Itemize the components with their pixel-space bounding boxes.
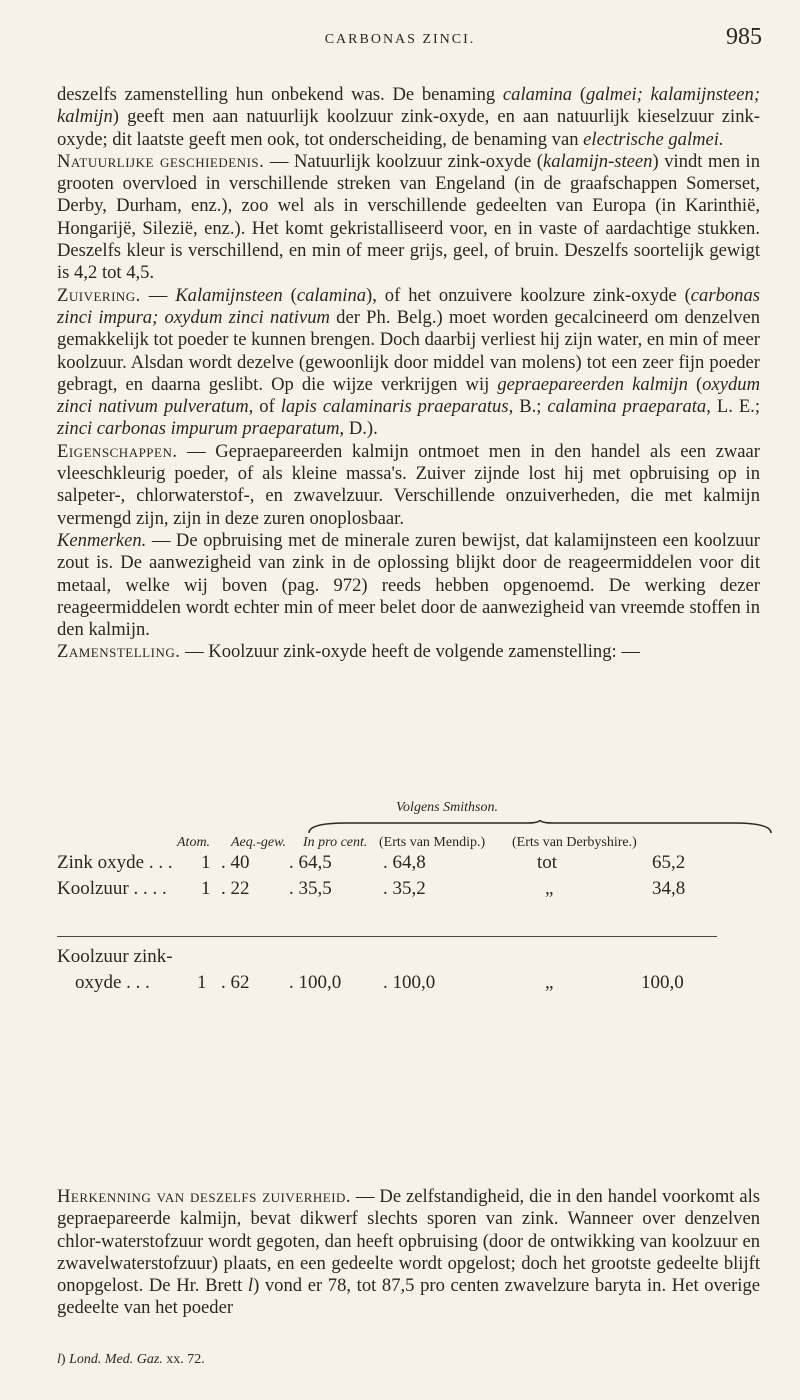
row-label: Koolzuur . . . . [57,878,167,899]
cell-mendip: . 64,8 [383,852,426,873]
cell-mendip: . 35,2 [383,878,426,899]
text-run-italic: Kalamijnsteen [175,284,283,306]
footnote-source: Lond. Med. Gaz. [69,1352,163,1367]
section-label: Kenmerken. [57,529,147,551]
cell-atom: 1 [201,878,211,899]
brace-icon [307,820,773,834]
row-label: Koolzuur zink- [57,946,173,967]
cell-percent: . 35,5 [289,878,332,899]
text-run: — Natuurlijk koolzuur zink-oxyde ( [264,150,543,172]
text-run: — De opbruising met de minerale zuren bewijst, dat kalamijnsteen een koolzuur zout is. De aanwezigheid van zink in de oplossing blijkt door de reageermiddelen voor dit metaal, welke wij boven (pag. 972) reeds hebben opgenoemd. De werking dezer reageermiddelen wordt echter min of meer belet door de aanwezigheid van vreemde stoffen in den kalmijn. [57,529,760,641]
text-run: deszelfs zamenstelling hun onbekend was. De benaming [57,84,503,105]
table-row [57,852,777,876]
cell-atom: 1 [197,972,207,993]
section-label: Zuivering. [57,284,141,306]
text-run: ( [282,284,297,306]
text-run: — De zelfstandigheid, die in den handel voorkomt als gepraepareerde kalmijn, bevat dikwerf slechts sporen van zink. Wanneer over denzelven chlor-waterstofzuur wordt gegoten, dan heeft opbruising (door de ontwikking van koolzuur en zwavelwaterstofzuur) plaats, en een gedeelte wordt opgelost; doch het grootste gedeelte blijft onopgelost. De Hr. Brett [57,1186,760,1297]
text-run-italic: lapis calaminaris praeparatus [280,396,509,418]
text-run-italic: galmei; kalamijnsteen; kalmijn [57,84,761,128]
footnote-marker: l [247,1275,254,1297]
cell-tot: „ [545,972,554,993]
text-run-italic: calamina [502,84,573,105]
paragraph-purity-test [57,1186,760,1320]
text-run: ) vindt men in grooten overvloed in verschillende streken van Engeland (in de graafschappen Somerset, Derby, Durham, enz.), zoo wel als in verschillende gedeelten van Europa (in Karinthië, Hongarijë, Silezië, enz.). Het komt gekristalliseerd voor, en in vaste of aardachtige stukken. Deszelfs kleur is verschillend, en min of meer grijs, geel, of bruin. Deszelfs soortelijk gewigt is 4,2 tot 4,5. [57,150,761,284]
cell-percent: . 100,0 [289,972,342,993]
section-label: Eigenschappen. [57,440,178,462]
text-run: der Ph. Belg.) moet worden gecalcineerd om denzelven gemakkelijk tot poeder te kunnen brengen. Doch daarbij verliest hij zijn water, en min of meer koolzuur. Alsdan wordt dezelve (gewoonlijk door middel van molens) tot een zeer fijn poeder gebragt, en daarna geslibt. Op die wijze verkrijgen wij [57,306,760,395]
text-run: ) [60,1352,70,1367]
table-row-total-label [57,946,777,970]
footnote-reference: xx. 72. [162,1352,205,1367]
text-run: , D.). [339,418,378,440]
section-label: Zamenstelling. [57,641,181,663]
text-run-italic: calamina praeparata [547,396,707,418]
text-run: , B.; [508,396,548,418]
cell-percent: . 64,5 [289,852,332,873]
running-title: CARBONAS ZINCI. [324,32,476,47]
paragraph-natural-history [57,151,760,285]
footnote-marker: l [57,1352,61,1367]
text-run: — Gepraepareerden kalmijn ontmoet men in den handel als een zwaar vleeschkleurig poeder, of als kleine massa's. Zuiver zijnde lost hij met opbruising op in salpeter-, chlorwaterstof-, en zwavelzuur. Verschillende onzuiverheden, die met kalmijn vermengd zijn, zijn in deze zuren onoplosbaar. [57,440,760,529]
text-run: ), of het onzuivere koolzure zink-oxyde ( [366,284,691,306]
column-header-equivalent-weight: Aeq.-gew. [231,835,286,850]
running-head [0,24,800,54]
cell-tot: tot [537,852,558,873]
cell-atom: 1 [201,852,211,873]
paragraph-properties [57,441,760,530]
text-run: , L. E.; [706,396,760,418]
column-header-atom: Atom. [177,835,211,850]
text-run: — [140,284,176,306]
text-run: ) vond er 78, tot 87,5 pro centen zwavelzure baryta in. Het overige gedeelte van het poeder [57,1275,760,1319]
paragraph-purification [57,285,760,441]
text-run-italic: calamina [296,284,367,306]
row-label: oxyde . . . [75,972,150,993]
paragraph-characteristics [57,530,760,641]
footnote [57,1352,205,1368]
text-run-italic: oxydum zinci nativum pulveratum [57,373,760,418]
text-run-italic: zinci carbonas impurum praeparatum [57,418,340,440]
cell-equivalent-weight: . 22 [221,878,250,899]
paragraph-composition [57,641,760,663]
cell-derbyshire: 65,2 [652,852,686,873]
text-run-italic: kalamijn-steen [543,150,653,172]
table-source-heading: Volgens Smithson. [396,800,498,815]
table-row [57,878,777,902]
table-row-total [57,972,777,996]
cell-derbyshire: 34,8 [652,878,686,899]
cell-equivalent-weight: . 40 [221,852,250,873]
body-text [57,84,760,664]
text-run: ( [687,373,703,395]
column-header-derbyshire: (Erts van Derbyshire.) [512,835,637,850]
paragraph-intro [57,84,760,151]
text-run: — Koolzuur zink-oxyde heeft de volgende zamenstelling: — [180,641,640,663]
cell-equivalent-weight: . 62 [221,972,250,993]
body-text-continued [57,1186,760,1320]
text-run-italic: electrische galmei. [583,128,724,150]
section-label: Herkenning van deszelfs zuiverheid. [57,1186,352,1207]
section-label: Natuurlijke geschiedenis. [57,150,265,172]
table-divider [57,936,717,937]
text-run: ) geeft men aan natuurlijk koolzuur zink-oxyde, en aan natuurlijk kieselzuur zink-oxyde; dit laatste geeft men ook, tot onderscheiding, de benaming van [57,106,760,150]
text-run: , of [248,396,281,418]
cell-tot: „ [545,878,554,899]
column-header-percent: In pro cent. [303,835,368,850]
row-label: Zink oxyde . . . [57,852,173,873]
page-number: 985 [726,24,762,50]
text-run-italic: gepraepareerden kalmijn [497,373,688,395]
text-run: ( [572,84,587,105]
cell-mendip: . 100,0 [383,972,436,993]
text-run-italic: carbonas zinci impura; oxydum zinci nativum [57,284,761,328]
cell-derbyshire: 100,0 [641,972,684,993]
column-header-mendip: (Erts van Mendip.) [379,835,486,850]
